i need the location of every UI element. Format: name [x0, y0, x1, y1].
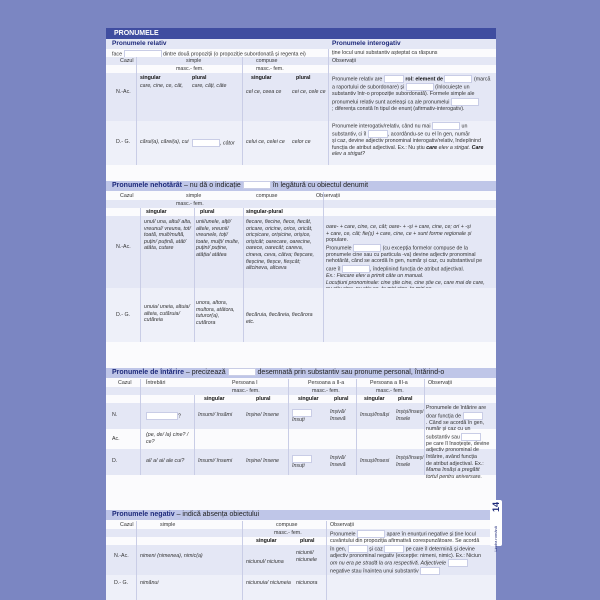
mf-label: masc.- fem.	[376, 388, 404, 394]
na-sing-forms: unul/ una, altul/ alta, vreunul/ vreuna, tot/ toată, mult/multă, puțin/ puțină, atât/ atâta, cutare	[144, 219, 192, 252]
n-p3-sing: însuși/însăși	[360, 412, 390, 418]
relativ-desc-row	[106, 49, 496, 57]
case-dg: D.- G.	[116, 139, 131, 145]
nehotarat-mf-row	[106, 200, 496, 208]
case-na: N.-Ac.	[116, 89, 131, 95]
plur-label: plural	[334, 396, 349, 402]
nehotarat-observatii: oare- + care, cine, ce, cât; oare- + -și + care, cine, ce; ori + -și + care, ce, cât; fie(ș) + care, cine, ce + sunt forme regionale și populare. Pronumele (cu excepția formelor compuse de la pronumele cine sau cu particula -va) devine adjectiv pronominal nehotărât, când se acordă în gen, număr și caz, cu substantivul pe care îl , îndeplinind funcția de atribut adjectival. Ex.: Fiecare elev a primit câte un manual. Locuțiuni pronominale: cine știe cine, cine știe ce, care mai de care,	[326, 224, 485, 286]
relativ-na-row	[106, 73, 496, 121]
col-simple: simple	[186, 193, 202, 199]
nehotarat-na-row	[106, 216, 496, 288]
na-sing-forms: care, cine, ce, cât,	[140, 83, 183, 89]
na-sing-forms: niciunul/ niciuna	[246, 559, 284, 565]
col-caz: Cazul	[120, 193, 134, 199]
case-na: N.-Ac.	[116, 244, 131, 250]
sing-label: singular	[256, 538, 277, 544]
col-intrebari: Întrebări	[146, 380, 166, 386]
negativ-cols-row	[106, 521, 496, 529]
d-p3-plur: înșiși/înseși însele	[396, 455, 424, 468]
intarire-header: Pronumele de întărire – precizează desemnată prin substantiv sau pronume personal, întărind-o	[106, 368, 496, 378]
na-plur-forms: unii/unele, alții/ altele, vreunii/ vreunele, toți/ toate, mulți/ multe, puțini/ puține, atâția/ atâtea	[196, 219, 240, 258]
sing-label: singular	[364, 396, 385, 402]
na-plur-forms: care, câți, câte	[192, 83, 227, 89]
section-intarire	[106, 368, 496, 480]
n-p1-sing: însumi/ însămi	[198, 412, 233, 418]
section-nehotarat	[106, 181, 496, 326]
relativ-mf-row	[106, 65, 496, 73]
d-p2-plur: înșivă/ însevă	[330, 455, 346, 468]
col-p1: Persoana I	[232, 380, 258, 386]
negativ-observatii: Pronumele apare în enunțuri negative și ține locul cuvântului din propoziția afirmativă corespunzătoare. Se acordă în gen, și caz pe care îl determină și devine adjectiv pronominal negativ (excepție: nimeni, nimic). Ex.: Niciun om nu era pe stradă la ora respectivă. Adjectivele negative stau înaintea unui substantiv	[330, 531, 482, 575]
dg-sing-forms: cărui(a), cărei(a), cui	[140, 139, 189, 145]
plur-label: plural	[398, 396, 413, 402]
d-p3-sing: însuși/însesi	[360, 458, 390, 464]
d-p2-sing: însuți	[292, 455, 312, 470]
sing-label: singular	[251, 75, 272, 81]
nehotarat-numbers-row	[106, 208, 496, 216]
nehotarat-header: Pronumele nehotărât – nu dă o indicație în legătură cu obiectul denumit	[106, 181, 496, 191]
relativ-header-row	[106, 39, 496, 49]
plur-label: plural	[296, 75, 311, 81]
interogativ-title: Pronumele interogativ	[332, 40, 401, 47]
dg-plur-forms: , câtor	[192, 139, 235, 147]
sing-label: singular	[146, 209, 167, 215]
interogativ-desc: ține locul unui substantiv așteptat ca răspuns	[332, 50, 438, 56]
negativ-dg-row	[106, 575, 496, 600]
plur-label: plural	[200, 209, 215, 215]
intarire-numbers-row	[106, 395, 496, 403]
na-comp-plur: cei ce, cele ce	[292, 89, 326, 95]
q-ac: (pe, de/ la) cine? / ce?	[146, 432, 189, 445]
intarire-observatii: Pronumele de întărire are doar funcția de . Când se acordă în gen, număr și caz cu un substantiv sau pe care îl însoțește, devine adjectiv pronominal de întărire, având funcția de atribut adjectival. Ex.: Mama însăși a pregătit tortul pentru aniversare.	[426, 405, 490, 480]
top-band	[106, 0, 496, 28]
dg-simple-forms: nimănui	[140, 580, 159, 586]
dg-sing-forms: unuia/ uneia, altuia/ alteia, cutăruia/ cutăreia	[144, 304, 190, 324]
mf-label: masc.- fem.	[312, 388, 340, 394]
col-observatii: Observații	[316, 193, 340, 199]
case-ac: Ac.	[112, 436, 120, 442]
col-simple: simple	[186, 58, 202, 64]
col-compuse: compuse	[256, 58, 278, 64]
mf-label: masc.- fem.	[274, 530, 302, 536]
na-plur-forms: niciunii/ niciunele	[296, 550, 317, 563]
col-compuse: compuse	[256, 193, 278, 199]
n-p2-sing: însuți	[292, 409, 312, 424]
plur-label: plural	[192, 75, 207, 81]
sp-label: singular-plural	[246, 209, 283, 215]
sing-label: singular	[140, 75, 161, 81]
nehotarat-dg-row	[106, 288, 496, 342]
col-caz: Cazul	[120, 58, 134, 64]
relativ-desc: face dintre două propoziții (o propoziție subordonată și regenta ei)	[112, 51, 306, 58]
dg-sing-forms: niciunuia/ niciuneia	[246, 580, 291, 586]
na-comp-sing: cel ce, ceea ce	[246, 89, 282, 95]
col-compuse: compuse	[276, 522, 298, 528]
mf-label: masc.- fem.	[176, 201, 204, 207]
col-p2: Persoana a II-a	[308, 380, 345, 386]
intarire-cols-row	[106, 379, 496, 387]
plur-label: plural	[300, 538, 315, 544]
dg-sp-forms: fiecăruia, fiecăreia, fiecărora etc.	[246, 312, 313, 325]
n-p1-plur: înșine/ însene	[246, 412, 279, 418]
d-p1-plur: înșine/ însene	[246, 458, 279, 464]
q-d: al/ a/ ai/ ale cui?	[146, 458, 185, 464]
na-sp-forms: fiecare, fiecine, fiece, fiecât, oricare, oricine, orice, oricât, oricșicare, orișicine, orișice, orișicât; oarecare, oarecine, oarece, oarecât; careva, cineva, ceva, câtva; fieșcare, fieșcine, fieșce, fieșcât; altcineva, altceva	[246, 219, 315, 272]
interogativ-observatii: Pronumele interogativ/relativ, când nu mai un substantiv, ci îl , acordându-se cu el în gen, număr și caz, devine adjectiv pronominal interogativ/relativ, îndeplinind funcția de atribut adjectival. Ex.: Nu știu care elev a strigat. Care elev a strigat?	[332, 123, 484, 158]
dg-plur-forms: unora, altora, multora, atâtora, tuturor(a), cutărora	[196, 300, 235, 326]
page-number: 14	[491, 502, 501, 513]
mf-label: masc.- fem.	[256, 66, 284, 72]
dg-comp-plur: celor ce	[292, 139, 311, 145]
case-na: N.-Ac.	[114, 553, 129, 559]
dg-comp-sing: celui ce, celei ce	[246, 139, 285, 145]
col-p3: Persoana a III-a	[370, 380, 408, 386]
relativ-cols-row	[106, 57, 496, 65]
sing-label: singular	[298, 396, 319, 402]
sing-label: singular	[204, 396, 225, 402]
col-caz: Cazul	[120, 522, 134, 528]
workbook-page	[106, 0, 496, 600]
n-p2-plur: înșivă/ însevă	[330, 409, 346, 422]
mf-label: masc.- fem.	[176, 66, 204, 72]
na-simple-forms: nimeni (nimenea), nimic(a)	[140, 553, 203, 559]
n-p3-plur: înșiși/înseși însele	[396, 409, 424, 422]
case-n: N.	[112, 412, 118, 418]
intarire-mf-row	[106, 387, 496, 395]
q-n: ?	[146, 412, 181, 420]
relativ-observatii: Pronumele relativ are rol: element de (marcă a raportului de subordonare) și (înlocuiește un substantiv într-o propoziție subordonată). Formele simple ale pronumelui relativ sunt aceleași ca ale pronumelui ; diferența constă în tipul de enunț (afirmativ-interogativ).	[332, 76, 491, 112]
dg-plur-forms: niciunora	[296, 580, 318, 586]
negativ-header: Pronumele negativ – indică absența obiectului	[106, 510, 496, 520]
plur-label: plural	[256, 396, 271, 402]
d-p1-sing: însumi/ însemi	[198, 458, 233, 464]
nehotarat-cols-row	[106, 192, 496, 200]
relativ-title: Pronumele relativ	[112, 40, 167, 47]
col-observatii: Observații	[428, 380, 452, 386]
case-dg: D.- G.	[114, 580, 129, 586]
right-margin	[496, 0, 600, 600]
case-dg: D.- G.	[116, 312, 131, 318]
relativ-dg-row	[106, 121, 496, 165]
mf-label: masc.- fem.	[232, 388, 260, 394]
page-label: Limba română	[493, 526, 498, 552]
col-caz: Cazul	[118, 380, 132, 386]
col-observatii: Observații	[332, 58, 356, 64]
col-simple: simple	[160, 522, 176, 528]
case-d: D.	[112, 458, 118, 464]
page-title: PRONUMELE	[106, 28, 496, 39]
col-observatii: Observații	[330, 522, 354, 528]
